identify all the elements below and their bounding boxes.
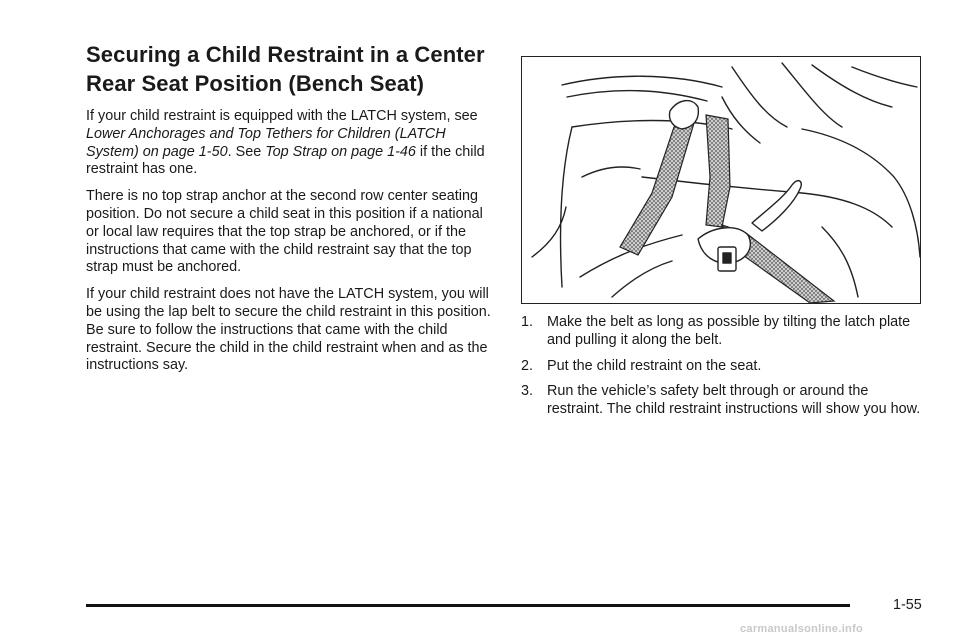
section-title: Securing a Child Restraint in a Center Rear Seat Position (Bench Seat) (86, 42, 485, 96)
steps-list (521, 314, 923, 419)
illustration-drawing (522, 57, 921, 304)
intro-text-2: . See (227, 143, 266, 160)
step-text: Put the child restraint on the seat. (547, 357, 762, 374)
step-text: Make the belt as long as possible by tilting the latch plate and pulling it along the belt. (547, 314, 911, 348)
step-number: 2. (521, 357, 534, 374)
intro-text-1: If your child restraint is equipped with the LATCH system, see (86, 108, 478, 124)
list-item (521, 314, 923, 350)
step-number: 1. (521, 314, 534, 330)
watermark: carmanualsonline.info (740, 623, 864, 635)
lap-belt-paragraph: If your child restraint does not have the LATCH system, you will be using the lap belt to secure the child restraint in this position. Be sure to follow the instructions that came with the child restraint. Secure the child in the child restraint when and as the instructions say. (86, 286, 491, 374)
left-column (86, 40, 496, 384)
list-item (521, 383, 923, 419)
cross-reference-top-strap[interactable]: Top Strap on page 1-46 (265, 143, 416, 160)
step-text: Run the vehicle’s safety belt through or around the restraint. The child restraint instructions will show you how. (547, 383, 921, 418)
right-column (521, 56, 923, 427)
center-seat-warning-paragraph: There is no top strap anchor at the second row center seating position. Do not secure a child seat in this position if a national or local law requires that the top strap be anchored, or if the instructions that came with the child restraint say that the top strap must be anchored. (86, 188, 483, 276)
step-number: 3. (521, 383, 534, 400)
intro-text-3: if the child restraint has one. (86, 143, 485, 178)
cross-reference-latch[interactable]: Lower Anchorages and Top Tethers for Children (LATCH System) on page 1-50 (86, 125, 446, 160)
page-number: 1-55 (893, 597, 922, 613)
intro-paragraph (86, 108, 496, 179)
list-item (521, 358, 923, 376)
seat-belt-latch-plate-illustration (521, 56, 921, 304)
footer-rule (86, 604, 850, 607)
